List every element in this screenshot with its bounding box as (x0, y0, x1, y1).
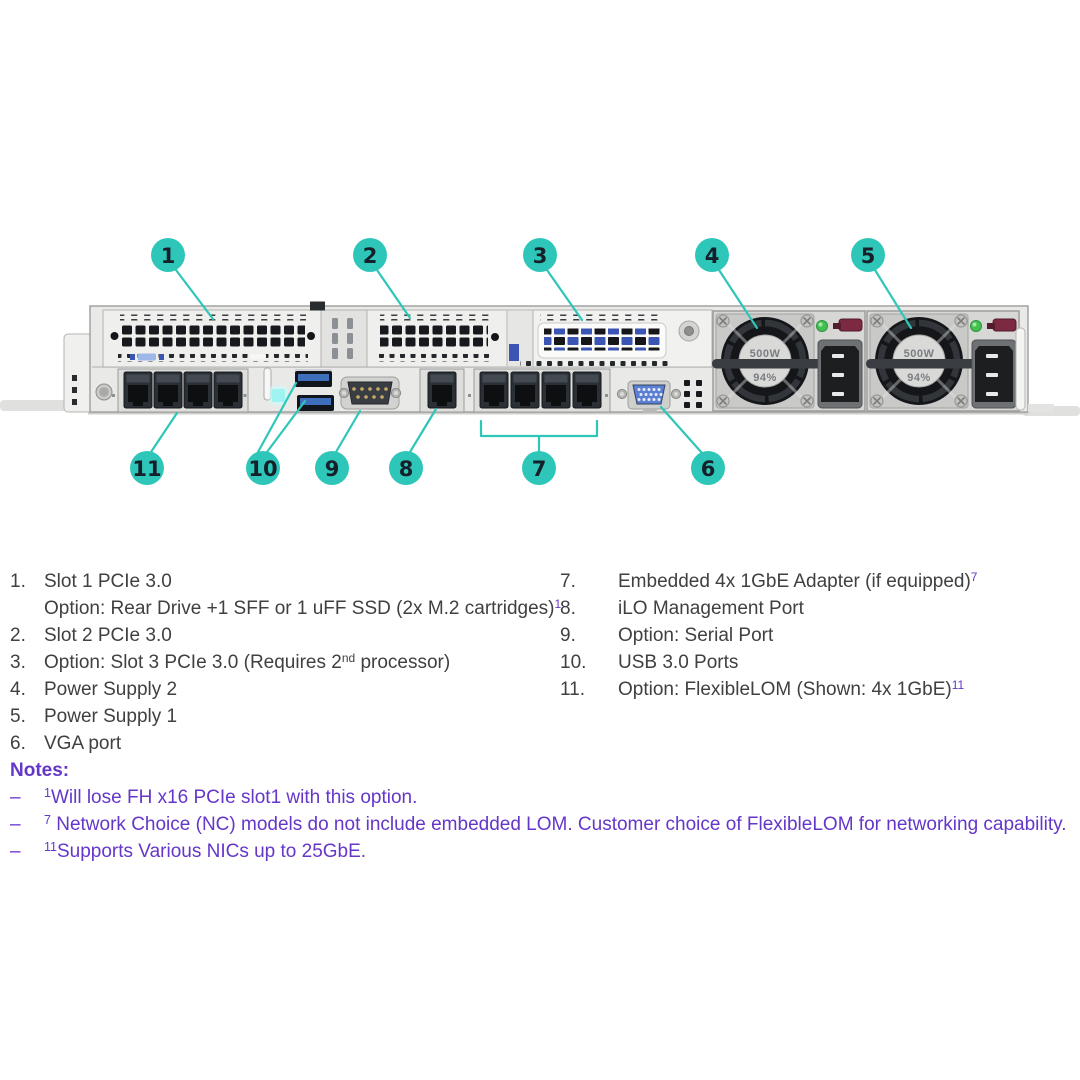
psu-wattage-label: 500W (749, 348, 781, 360)
legend-item-number: 7. (560, 571, 576, 592)
legend-item-text (44, 649, 558, 676)
callout-number: 11 (132, 457, 162, 481)
note-text: $^7$ Network Choice (NC) models do not include embedded LOM. Customer choice of FlexibleLOM for networking capability. (44, 812, 1067, 835)
legend-item (560, 595, 1076, 622)
callout-8 (389, 451, 423, 485)
legend-column-right (560, 568, 1076, 703)
legend-item (560, 676, 1076, 703)
psu-efficiency-label: 94% (907, 372, 931, 384)
ordinal-superscript: nd (341, 650, 356, 665)
callout-number: 10 (248, 457, 278, 481)
notes-title: Notes: (10, 760, 70, 781)
callout-10 (246, 451, 280, 485)
legend-item-line: USB 3.0 Ports (618, 652, 739, 673)
callout-number: 7 (531, 457, 547, 481)
legend-item-line: Power Supply 1 (44, 706, 178, 727)
power-supply-1 (866, 311, 1019, 411)
note-dash: – (10, 787, 21, 808)
callout-number: 4 (704, 244, 720, 268)
legend-item-line: Power Supply 2 (44, 679, 178, 700)
legend-item-number: 11. (560, 679, 586, 700)
legend-item-line: Slot 1 PCIe 3.0 (44, 571, 172, 592)
legend-item (10, 649, 558, 676)
callout-number: 2 (362, 244, 378, 268)
legend-item-text (44, 622, 558, 649)
legend-item-text (618, 595, 1076, 622)
callout-6 (691, 451, 725, 485)
thumbscrew-tab (310, 302, 325, 311)
power-supply-2 (712, 311, 865, 411)
legend-item-number: 5. (10, 706, 26, 727)
legend-item-number: 3. (10, 652, 26, 673)
legend-item-number: 9. (560, 625, 576, 646)
legend-item-text (44, 730, 558, 757)
leader-line-8 (410, 409, 436, 452)
note-dash: – (10, 841, 21, 862)
legend-item-number: 4. (10, 679, 26, 700)
callout-number: 5 (860, 244, 876, 268)
notes-section (10, 757, 1076, 865)
ilo-management-port (420, 369, 464, 412)
legend-item (560, 622, 1076, 649)
leader-bracket-7 (481, 421, 597, 451)
callout-9 (315, 451, 349, 485)
callout-3 (523, 238, 557, 272)
status-leds (72, 375, 77, 405)
callout-11 (130, 451, 164, 485)
legend-item (10, 730, 558, 757)
callout-2 (353, 238, 387, 272)
legend-column-left (10, 568, 562, 757)
note-reference-superscript: 7 (970, 569, 978, 584)
legend-item-text (44, 568, 561, 622)
legend-item-text (618, 622, 1076, 649)
callout-number: 6 (700, 457, 716, 481)
legend-item-text (44, 703, 558, 730)
note-item (10, 784, 1076, 811)
note-item (10, 811, 1076, 838)
note-number-superscript: 1 (44, 785, 51, 800)
callout-number: 8 (398, 457, 414, 481)
embedded-1gbe-ports (468, 369, 610, 412)
legend-item-line: iLO Management Port (618, 598, 804, 619)
legend-item (10, 622, 558, 649)
serial-port (339, 377, 400, 409)
legend-item-text (618, 568, 1076, 595)
slot2-pcie-riser (367, 310, 507, 367)
legend-item-number: 6. (10, 733, 26, 754)
legend-item (10, 676, 558, 703)
legend-item-line: Option: FlexibleLOM (Shown: 4x 1GbE)$^{11}$ (618, 677, 965, 700)
legend-item-line: Slot 2 PCIe 3.0 (44, 625, 172, 646)
callout-number: 9 (324, 457, 340, 481)
callout-1 (151, 238, 185, 272)
leader-line-11 (151, 413, 177, 452)
legend-item-text (44, 676, 558, 703)
note-reference-superscript: 11 (951, 677, 965, 692)
leader-line-9 (336, 411, 360, 452)
callout-7 (522, 451, 556, 485)
note-text: $^{11}$Supports Various NICs up to 25GbE. (44, 839, 367, 862)
legend-item-line: Option: Slot 3 PCIe 3.0 (Requires 2nd processor) (44, 650, 451, 673)
legend-item-line: Option: Serial Port (618, 625, 774, 646)
legend-item (560, 568, 1076, 595)
note-dash: – (10, 814, 21, 835)
callout-4 (695, 238, 729, 272)
note-reference-superscript: 1 (554, 596, 562, 611)
note-item (10, 838, 1076, 865)
legend-item-line: Embedded 4x 1GbE Adapter (if equipped)$^7$ (618, 569, 978, 592)
legend-item-text (618, 649, 1076, 676)
legend-item-line: VGA port (44, 733, 122, 754)
legend-item (560, 649, 1076, 676)
callout-5 (851, 238, 885, 272)
mid-bracket (507, 310, 533, 367)
legend-item-number: 10. (560, 652, 587, 673)
psu-wattage-label: 500W (903, 348, 935, 360)
callout-number: 3 (532, 244, 548, 268)
note-text: $^1$Will lose FH x16 PCIe slot1 with this option. (44, 785, 418, 808)
legend-item (10, 568, 562, 622)
blue-latch (509, 344, 519, 361)
legend-item-number: 2. (10, 625, 26, 646)
psu-release-bar (1016, 328, 1025, 410)
legend-item-line: Option: Rear Drive +1 SFF or 1 uFF SSD (2x M.2 cartridges)$^1$ (44, 596, 562, 619)
legend-item-number: 1. (10, 571, 26, 592)
legend-item-text (618, 676, 1076, 703)
psu-efficiency-label: 94% (753, 372, 777, 384)
note-number-superscript: 11 (44, 839, 57, 854)
legend-item (10, 703, 558, 730)
chassis-base-foot (1028, 404, 1054, 412)
flexiblelom-ports (112, 369, 248, 412)
legend-item-number: 8. (560, 598, 576, 619)
note-number-superscript: 7 (44, 812, 51, 827)
callout-number: 1 (160, 244, 176, 268)
slot3-pcie-option (520, 310, 712, 367)
